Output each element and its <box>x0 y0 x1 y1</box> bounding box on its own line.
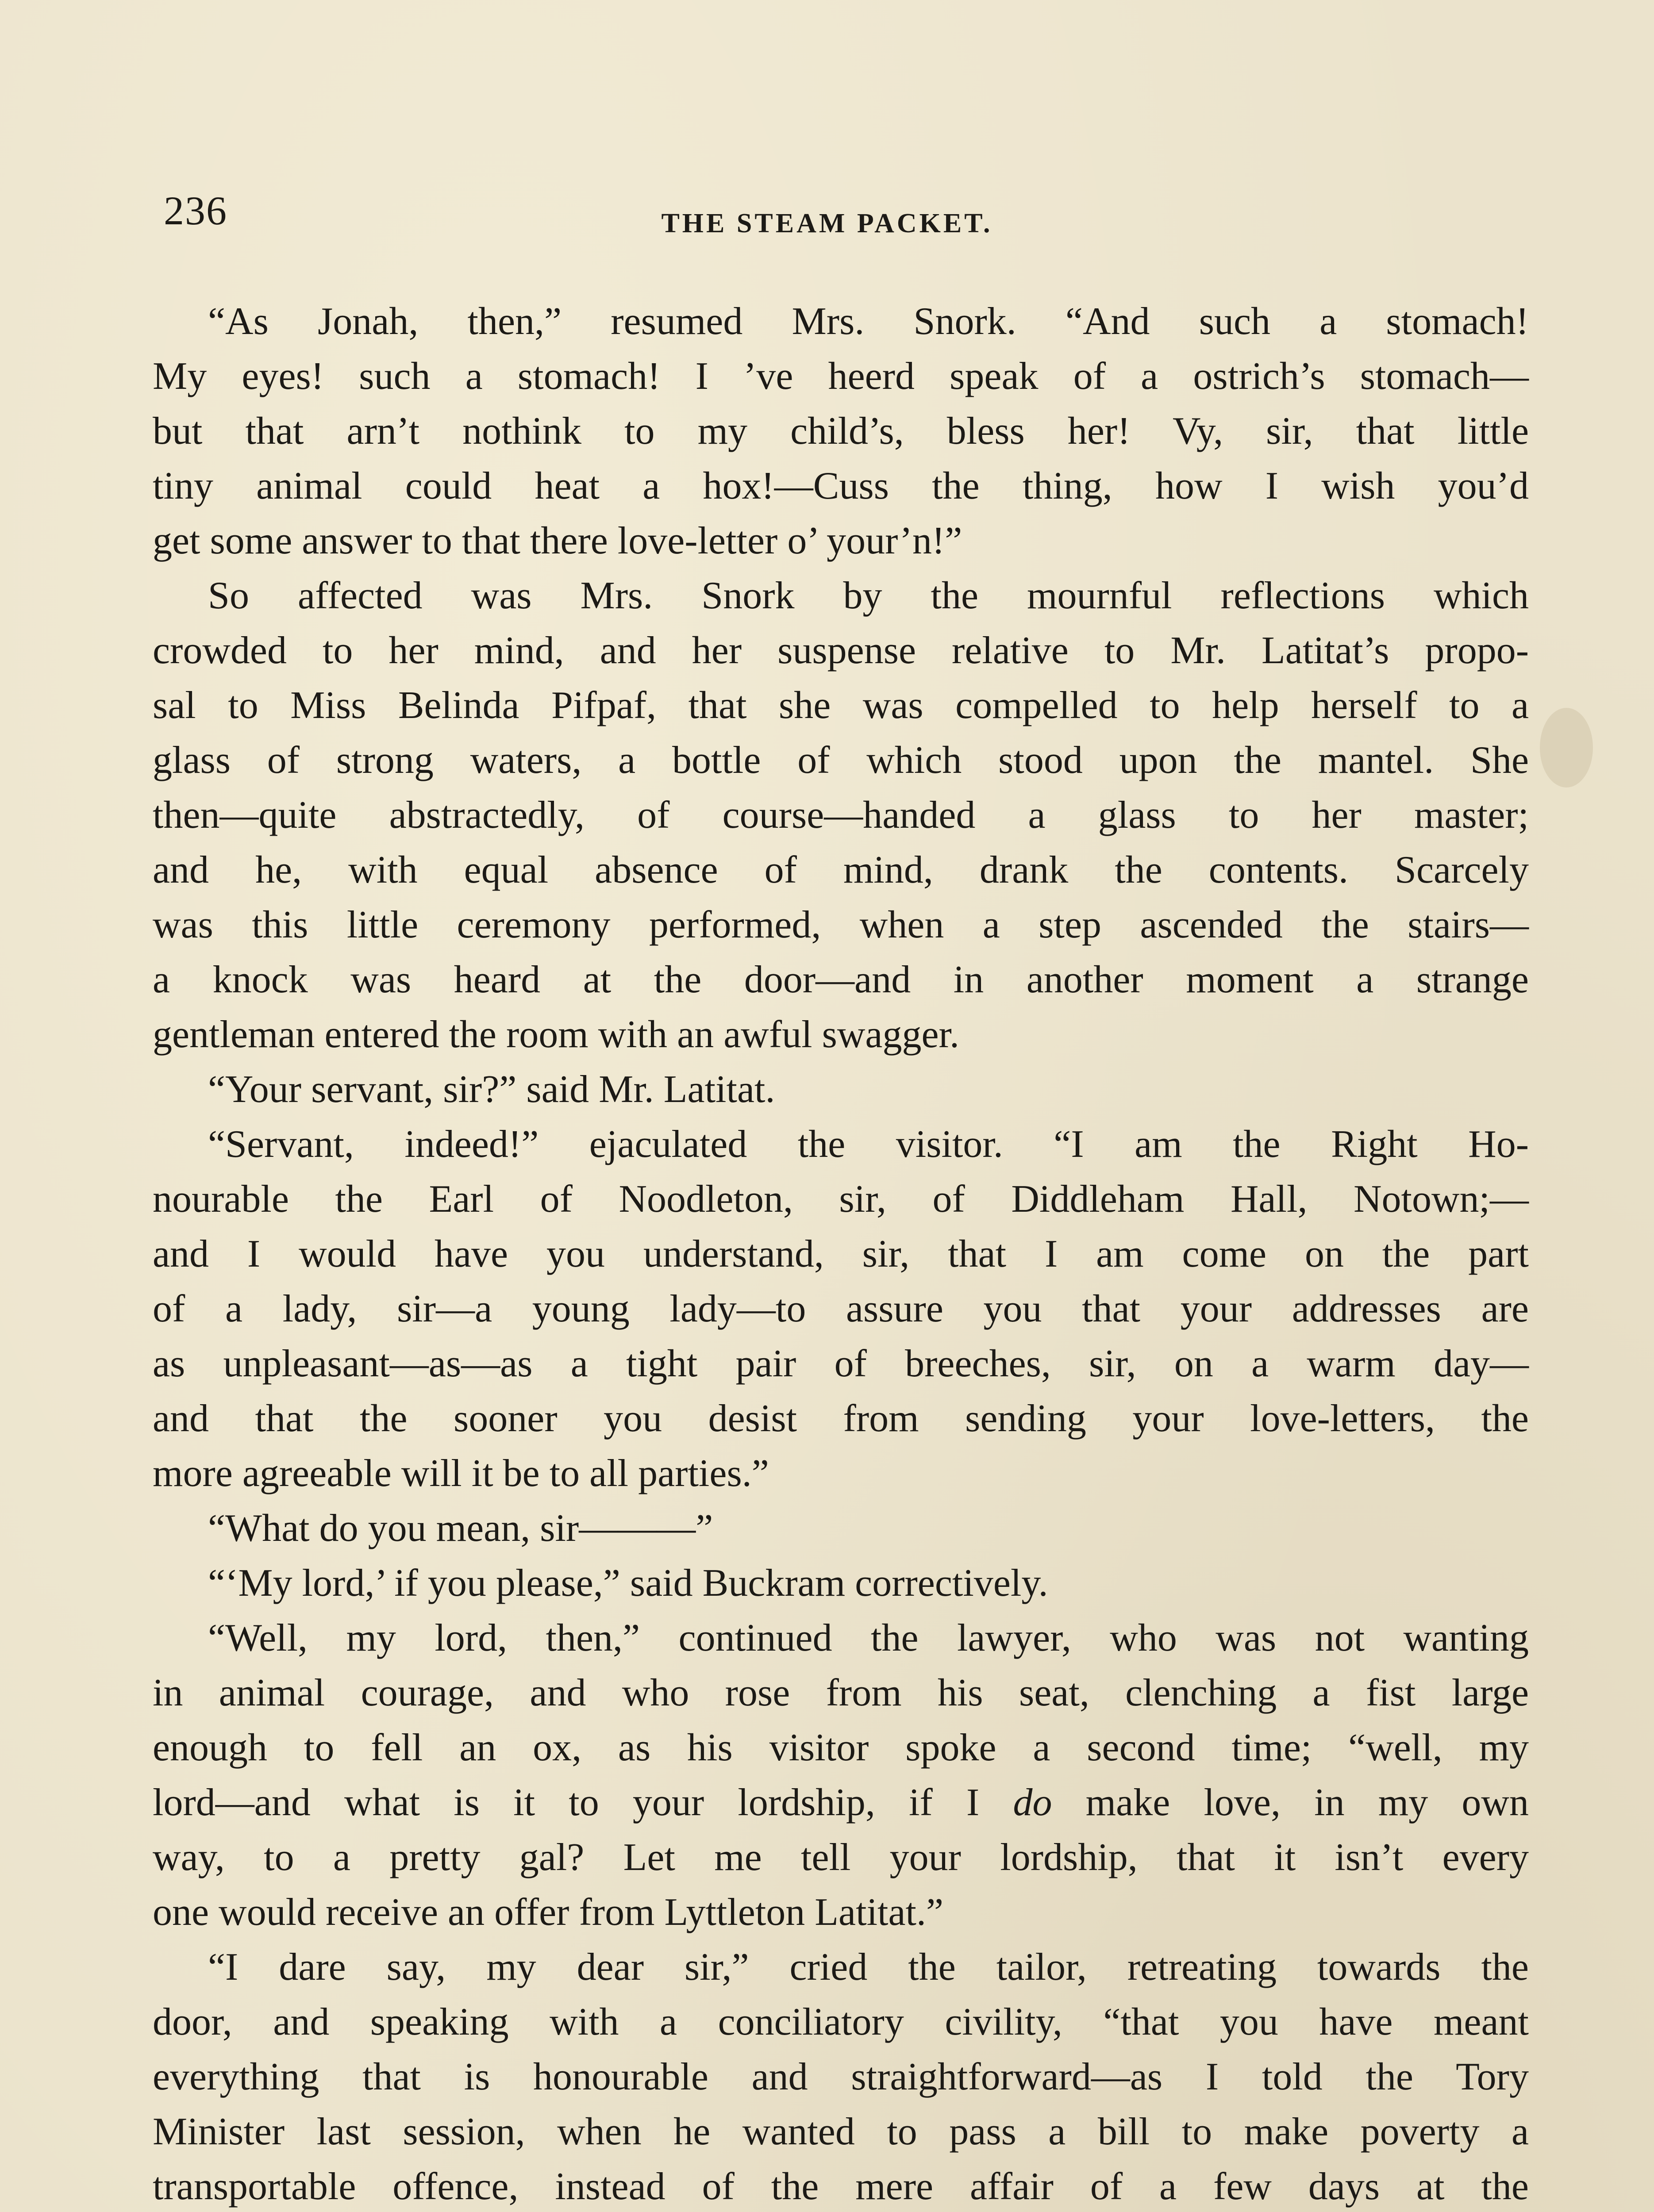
text-line: tiny animal could heat a hox!—Cuss the thing, how I wish you’d <box>153 465 1529 507</box>
text-line: sal to Miss Belinda Pifpaf, that she was compelled to help herself to a <box>153 684 1529 727</box>
text-line: My eyes! such a stomach! I ’ve heerd speak of a ostrich’s stomach— <box>153 355 1529 398</box>
text-line: one would receive an offer from Lyttleton Latitat.” <box>153 1891 944 1934</box>
running-title: THE STEAM PACKET. <box>661 208 993 238</box>
text-line: more agreeable will it be to all parties.” <box>153 1452 769 1495</box>
text-line: So affected was Mrs. Snork by the mournful reflections which <box>208 574 1529 617</box>
text-line: as unpleasant—as—as a tight pair of breeches, sir, on a warm day— <box>153 1342 1529 1385</box>
text-segment: lord—and what is it to your lordship, if I <box>153 1781 1013 1824</box>
text-line: gentleman entered the room with an awful swagger. <box>153 1013 959 1056</box>
text-line: a knock was heard at the door—and in another moment a strange <box>153 958 1529 1001</box>
text-line-with-italic <box>153 1775 1529 1830</box>
text-line: but that arn’t nothink to my child’s, bless her! Vy, sir, that little <box>153 410 1529 453</box>
page-number: 236 <box>164 188 227 233</box>
text-line: way, to a pretty gal? Let me tell your lordship, that it isn’t every <box>153 1836 1529 1879</box>
text-line: “‘My lord,’ if you please,” said Buckram correctively. <box>208 1562 1048 1605</box>
text-line: glass of strong waters, a bottle of which stood upon the mantel. She <box>153 739 1529 782</box>
text-line: “Well, my lord, then,” continued the lawyer, who was not wanting <box>208 1617 1529 1659</box>
text-line: enough to fell an ox, as his visitor spoke a second time; “well, my <box>153 1726 1529 1769</box>
text-segment: make love, in my own <box>1052 1781 1529 1824</box>
text-line: “I dare say, my dear sir,” cried the tailor, retreating towards the <box>208 1946 1529 1989</box>
text-line: and that the sooner you desist from sending your love-letters, the <box>153 1397 1529 1440</box>
paper-stain <box>1540 708 1593 787</box>
text-line: transportable offence, instead of the mere affair of a few days at the <box>153 2165 1529 2208</box>
italic-word: do <box>1013 1781 1052 1824</box>
text-line: get some answer to that there love-letter o’ your’n!” <box>153 519 962 562</box>
text-line: nourable the Earl of Noodleton, sir, of Diddleham Hall, Notown;— <box>153 1178 1529 1221</box>
text-line: door, and speaking with a conciliatory civility, “that you have meant <box>153 2001 1529 2043</box>
text-line: and I would have you understand, sir, that I am come on the part <box>153 1233 1529 1275</box>
text-line: then—quite abstractedly, of course—handed a glass to her master; <box>153 794 1529 837</box>
text-line: crowded to her mind, and her suspense relative to Mr. Latitat’s propo- <box>153 629 1529 672</box>
text-line: “What do you mean, sir———” <box>208 1507 713 1550</box>
text-line: “Your servant, sir?” said Mr. Latitat. <box>208 1068 775 1111</box>
text-line: “Servant, indeed!” ejaculated the visitor. “I am the Right Ho- <box>208 1123 1529 1166</box>
text-line: was this little ceremony performed, when a step ascended the stairs— <box>153 903 1529 946</box>
text-line: everything that is honourable and straightforward—as I told the Tory <box>153 2055 1529 2098</box>
text-line: Minister last session, when he wanted to pass a bill to make poverty a <box>153 2110 1529 2153</box>
text-line: of a lady, sir—a young lady—to assure you that your addresses are <box>153 1287 1529 1330</box>
text-line: in animal courage, and who rose from his seat, clenching a fist large <box>153 1671 1529 1714</box>
body-text <box>153 294 1529 2212</box>
text-line: and he, with equal absence of mind, drank the contents. Scarcely <box>153 849 1529 891</box>
text-line: “As Jonah, then,” resumed Mrs. Snork. “And such a stomach! <box>208 300 1529 343</box>
